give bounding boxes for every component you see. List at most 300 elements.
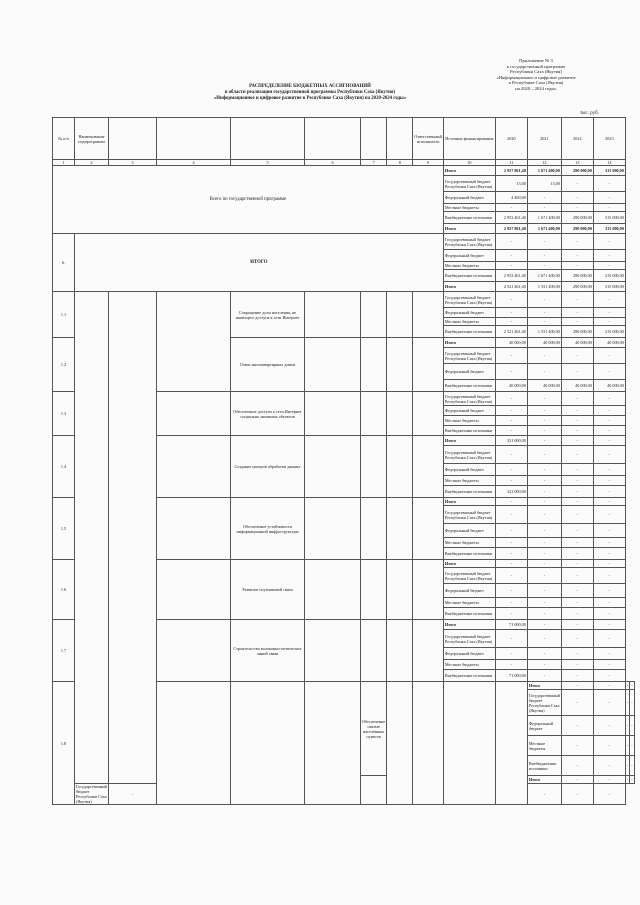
col-header-8 xyxy=(387,118,413,160)
source-cell: Государственный бюджет Республики Саха (Якутия) xyxy=(76,784,108,804)
event-group-cell xyxy=(157,498,231,560)
program-cell xyxy=(75,292,109,784)
value-cell: 40 000,00 xyxy=(561,338,593,348)
value-cell: - xyxy=(527,446,561,464)
value-cell: - xyxy=(527,426,561,436)
row-number: 1.5 xyxy=(53,498,75,560)
value-cell: - xyxy=(527,406,561,416)
value-cell: 4 400,00 xyxy=(495,192,527,204)
value-cell: 321 000,00 xyxy=(495,486,527,498)
value-cell: 321 000,00 xyxy=(495,436,527,446)
value-cell: - xyxy=(495,426,527,436)
value-cell: - xyxy=(561,598,593,608)
value-cell: 2 953 461,40 xyxy=(495,212,527,224)
value-cell: - xyxy=(527,250,561,262)
value-cell: - xyxy=(593,176,625,192)
value-cell: - xyxy=(561,446,593,464)
value-cell: - xyxy=(593,598,625,608)
corner-line: на 2020 – 2024 годы» xyxy=(515,85,557,91)
source-cell: Государственный бюджет Республики Саха (Якутия) xyxy=(443,292,495,308)
value-cell: - xyxy=(527,598,561,608)
value-cell: - xyxy=(561,348,593,364)
value-cell: - xyxy=(561,176,593,192)
blank-cell xyxy=(387,620,413,682)
value-cell: - xyxy=(561,486,593,498)
value-cell: 40 000,00 xyxy=(495,338,527,348)
value-cell: - xyxy=(495,560,527,568)
value-cell: - xyxy=(625,736,629,756)
value-cell: - xyxy=(495,476,527,486)
col-header-year: 2020 xyxy=(495,118,527,160)
value-cell: - xyxy=(593,568,625,584)
value-cell: - xyxy=(495,524,527,538)
col-index: 13 xyxy=(561,160,593,166)
corner-line: Приложение № 3 xyxy=(519,58,553,63)
value-cell: - xyxy=(527,630,561,648)
value-cell: - xyxy=(593,524,625,538)
value-cell: - xyxy=(561,682,593,690)
event-cell: Развитие спутниковой связи xyxy=(231,560,305,620)
source-cell: Федеральный бюджет xyxy=(443,406,495,416)
value-cell: - xyxy=(593,716,625,736)
value-cell: - xyxy=(561,506,593,524)
value-cell: - xyxy=(625,716,629,736)
value-cell: - xyxy=(495,262,527,270)
source-cell: Местные бюджеты xyxy=(527,736,561,756)
source-cell: Местные бюджеты xyxy=(443,538,495,548)
source-cell: Федеральный бюджет xyxy=(443,584,495,598)
col-index: 3 xyxy=(109,160,157,166)
value-cell: - xyxy=(561,548,593,560)
blank-cell xyxy=(305,498,361,560)
value-cell: - xyxy=(561,660,593,670)
value-cell: 40 000,00 xyxy=(527,338,561,348)
value-cell: - xyxy=(626,777,629,782)
blank-cell xyxy=(413,436,444,498)
blank-cell xyxy=(387,392,413,436)
value-cell: 290 000,00 xyxy=(561,270,593,282)
blank-cell xyxy=(387,338,413,392)
value-cell: - xyxy=(495,416,527,426)
value-cell: - xyxy=(561,204,593,212)
value-cell: 2 521 461,40 xyxy=(495,326,527,338)
value-cell: - xyxy=(527,464,561,476)
row-number: 1.6 xyxy=(53,560,75,620)
value-cell: - xyxy=(561,784,593,805)
value-cell: - xyxy=(631,683,633,688)
source-cell: Местные бюджеты xyxy=(443,598,495,608)
value-cell: - xyxy=(561,670,593,682)
value-cell: - xyxy=(561,392,593,406)
value-cell: - xyxy=(593,308,625,318)
value-cell: 2 957 861,40 xyxy=(495,166,527,176)
value-cell: - xyxy=(527,538,561,548)
corner-note xyxy=(486,58,586,92)
value-cell: - xyxy=(561,406,593,416)
col-header-7 xyxy=(361,118,387,160)
value-cell: - xyxy=(626,683,629,688)
value-cell: 1 671 400,00 xyxy=(527,166,561,176)
source-cell: Внебюджетные источники xyxy=(443,212,495,224)
col-header-program: Наименование подпрограммы xyxy=(75,118,109,160)
source-cell: Итого xyxy=(527,776,561,784)
value-cell: - xyxy=(593,486,625,498)
event-cell: Строительство волоконно-оптических линий связи xyxy=(231,620,305,682)
value-cell: - xyxy=(561,476,593,486)
value-cell: - xyxy=(593,498,625,506)
row-number: 1.7 xyxy=(53,620,75,682)
source-cell: Федеральный бюджет xyxy=(443,308,495,318)
value-cell: - xyxy=(561,620,593,630)
event-cell: Обеспечение устойчивости информационной инфраструктуры xyxy=(231,498,305,560)
source-cell: Местные бюджеты xyxy=(443,262,495,270)
source-cell: Внебюджетные источники xyxy=(443,670,495,682)
value-cell: - xyxy=(593,776,625,784)
value-cell: - xyxy=(630,690,634,716)
value-cell: - xyxy=(495,392,527,406)
event-group-cell xyxy=(157,436,231,498)
source-cell: Государственный бюджет Республики Саха (Якутия) xyxy=(443,568,495,584)
value-cell: - xyxy=(593,446,625,464)
table-row xyxy=(53,292,635,308)
blank-cell xyxy=(387,682,413,805)
value-cell: - xyxy=(593,648,625,660)
value-cell: - xyxy=(109,784,157,805)
value-cell: 40 000,00 xyxy=(593,338,625,348)
value-cell: - xyxy=(495,660,527,670)
blank-cell xyxy=(413,292,444,338)
document-title xyxy=(160,84,460,102)
value-cell: - xyxy=(593,682,625,690)
value-cell: 2 957 861,40 xyxy=(495,224,527,234)
value-cell: - xyxy=(527,416,561,426)
value-cell: 315 000,00 xyxy=(593,282,625,292)
value-cell: - xyxy=(495,630,527,648)
value-cell: - xyxy=(593,318,625,326)
blank-cell xyxy=(305,560,361,620)
value-cell: 13,00 xyxy=(495,176,527,192)
value-cell: - xyxy=(527,308,561,318)
source-cell: Государственный бюджет Республики Саха (Якутия) xyxy=(443,176,495,192)
value-cell: - xyxy=(630,756,634,776)
col-header-executor: Ответственный исполнитель xyxy=(413,118,444,160)
value-cell: - xyxy=(593,736,625,756)
value-cell: 40 000,00 xyxy=(495,380,527,392)
col-header-4 xyxy=(157,118,231,160)
value-cell: - xyxy=(561,776,593,784)
value-cell: - xyxy=(561,416,593,426)
source-cell: Местные бюджеты xyxy=(443,416,495,426)
value-cell: 13,00 xyxy=(527,176,561,192)
value-cell: 1 531 400,00 xyxy=(527,282,561,292)
col-header-year: 2022 xyxy=(561,118,593,160)
source-cell: Местные бюджеты xyxy=(443,204,495,212)
blank-cell xyxy=(413,392,444,436)
source-cell: Федеральный бюджет xyxy=(443,524,495,538)
value-cell: - xyxy=(527,620,561,630)
value-cell: - xyxy=(527,784,561,805)
value-cell: - xyxy=(495,648,527,660)
value-cell: - xyxy=(527,608,561,620)
value-cell: 71 000,00 xyxy=(495,620,527,630)
table-row xyxy=(53,166,635,176)
blank-cell xyxy=(387,436,413,498)
blank-cell xyxy=(305,392,361,436)
value-cell: 315 000,00 xyxy=(593,224,625,234)
value-cell: - xyxy=(561,584,593,598)
value-cell: - xyxy=(527,648,561,660)
value-cell: - xyxy=(561,630,593,648)
allocation-table xyxy=(52,117,635,805)
source-cell: Внебюджетные источники xyxy=(443,548,495,560)
value-cell: - xyxy=(561,426,593,436)
col-index: 8 xyxy=(387,160,413,166)
blank-cell xyxy=(361,436,387,498)
value-cell: - xyxy=(561,568,593,584)
value-cell: - xyxy=(593,756,625,776)
corner-line: Республики Саха (Якутия) xyxy=(510,69,562,75)
value-cell: - xyxy=(527,524,561,538)
value-cell: 71 000,00 xyxy=(495,670,527,682)
col-index: 6 xyxy=(305,160,361,166)
corner-line: «Информационное и цифровое развитие xyxy=(496,74,576,80)
program-cell xyxy=(231,682,305,805)
blank-cell xyxy=(361,560,387,620)
source-cell: Внебюджетные источники xyxy=(527,756,561,776)
source-cell: Государственный бюджет Республики Саха (Якутия) xyxy=(443,506,495,524)
value-cell: - xyxy=(495,598,527,608)
program-cell xyxy=(157,682,231,805)
value-cell: - xyxy=(527,292,561,308)
col-index: 10 xyxy=(443,160,495,166)
blank-cell xyxy=(361,292,387,338)
value-cell: - xyxy=(593,538,625,548)
value-cell: - xyxy=(527,476,561,486)
value-cell: - xyxy=(561,464,593,476)
value-cell: 315 000,00 xyxy=(593,212,625,224)
value-cell: - xyxy=(495,364,527,380)
value-cell: - xyxy=(593,784,625,805)
event-cell: Создание центров обработки данных xyxy=(231,436,305,498)
value-cell: 1 671 400,00 xyxy=(527,224,561,234)
value-cell: - xyxy=(527,234,561,250)
blank-cell xyxy=(387,560,413,620)
value-cell: - xyxy=(527,506,561,524)
value-cell: - xyxy=(527,486,561,498)
value-cell: 1 531 400,00 xyxy=(527,326,561,338)
value-cell: - xyxy=(593,670,625,682)
blank-cell xyxy=(361,498,387,560)
value-cell: - xyxy=(593,506,625,524)
value-cell: - xyxy=(593,262,625,270)
source-cell: Внебюджетные источники xyxy=(443,608,495,620)
table-header-row xyxy=(53,118,635,160)
value-cell: 1 671 400,00 xyxy=(527,270,561,282)
col-index: 5 xyxy=(231,160,305,166)
value-cell: - xyxy=(495,234,527,250)
value-cell: 315 000,00 xyxy=(593,270,625,282)
col-header-6 xyxy=(305,118,361,160)
value-cell: - xyxy=(593,464,625,476)
blank-cell xyxy=(413,338,444,392)
col-header-year: 2023 xyxy=(593,118,625,160)
col-index: 9 xyxy=(413,160,444,166)
col-index: 12 xyxy=(527,160,561,166)
value-cell: - xyxy=(593,476,625,486)
value-cell: - xyxy=(561,234,593,250)
col-header-num: № п/п xyxy=(53,118,75,160)
value-cell: - xyxy=(561,716,593,736)
event-cell xyxy=(361,776,387,805)
source-cell: Итого xyxy=(443,282,495,292)
value-cell: - xyxy=(561,756,593,776)
source-cell: Внебюджетные источники xyxy=(443,426,495,436)
col-header-3 xyxy=(109,118,157,160)
value-cell: - xyxy=(593,560,625,568)
value-cell: - xyxy=(630,736,634,756)
value-cell: - xyxy=(593,660,625,670)
blank-cell xyxy=(387,292,413,338)
value-cell: - xyxy=(495,548,527,560)
source-cell: Итого xyxy=(443,338,495,348)
col-index: 7 xyxy=(361,160,387,166)
value-cell: - xyxy=(593,690,625,716)
row-number: 1.8 xyxy=(53,682,75,805)
title-line: «Информационное и цифровое развитие в Республике Саха (Якутия) на 2020-2024 годы» xyxy=(213,96,407,101)
value-cell: - xyxy=(527,204,561,212)
value-cell: 2 953 461,40 xyxy=(495,270,527,282)
value-cell: - xyxy=(527,392,561,406)
source-cell: Местные бюджеты xyxy=(443,318,495,326)
blank-cell xyxy=(413,682,444,805)
event-group-cell xyxy=(157,292,231,392)
value-cell: - xyxy=(495,568,527,584)
row-number: 1.1 xyxy=(53,292,75,338)
value-cell: - xyxy=(495,406,527,416)
value-cell: - xyxy=(561,308,593,318)
value-cell: 290 000,00 xyxy=(561,282,593,292)
value-cell: - xyxy=(495,292,527,308)
col-header-year: 2021 xyxy=(527,118,561,160)
source-cell: Государственный бюджет Республики Саха (Якутия) xyxy=(443,234,495,250)
value-cell: - xyxy=(593,192,625,204)
source-cell: Итого xyxy=(443,436,495,446)
value-cell: - xyxy=(593,416,625,426)
value-cell: - xyxy=(527,584,561,598)
units-label: тыс. руб. xyxy=(580,111,599,116)
grand-total-label: Всего по государственной программе xyxy=(53,166,444,234)
row-number: 1.4 xyxy=(53,436,75,498)
blank-cell xyxy=(361,392,387,436)
value-cell: - xyxy=(593,608,625,620)
value-cell: - xyxy=(527,548,561,560)
source-cell: Итого xyxy=(527,682,561,690)
source-cell: Федеральный бюджет xyxy=(443,250,495,262)
value-cell: - xyxy=(593,436,625,446)
blank-cell xyxy=(361,338,387,392)
source-cell: Итого xyxy=(443,560,495,568)
blank-cell xyxy=(305,292,361,338)
event-group-cell xyxy=(157,620,231,682)
value-cell: - xyxy=(495,506,527,524)
value-cell: 40 000,00 xyxy=(527,380,561,392)
value-cell: 315 000,00 xyxy=(593,166,625,176)
source-cell: Внебюджетные источники xyxy=(443,270,495,282)
value-cell: - xyxy=(495,204,527,212)
corner-line: в Республике Саха (Якутия) xyxy=(508,80,564,86)
value-cell: - xyxy=(593,204,625,212)
source-cell: Итого xyxy=(443,498,495,506)
col-index: 11 xyxy=(495,160,527,166)
value-cell: - xyxy=(593,348,625,364)
value-cell: 290 000,00 xyxy=(561,326,593,338)
value-cell: - xyxy=(631,777,633,782)
program-cell xyxy=(109,292,157,784)
value-cell: - xyxy=(527,670,561,682)
value-cell: - xyxy=(527,660,561,670)
value-cell: 290 000,00 xyxy=(561,166,593,176)
value-cell: - xyxy=(561,648,593,660)
value-cell: 290 000,00 xyxy=(561,224,593,234)
value-cell: - xyxy=(630,716,634,736)
blank-cell xyxy=(305,436,361,498)
corner-line: к государственной программе xyxy=(506,63,566,69)
event-cell: Обеспечение связью населённых пунктов xyxy=(361,682,387,776)
blank-cell xyxy=(443,682,495,805)
col-index: 4 xyxy=(157,160,231,166)
title-line: в области реализации государственной программы Республики Саха (Якутия) xyxy=(224,90,396,95)
event-cell: Обеспечение доступа к сети Интернет социально значимых объектов xyxy=(231,392,305,436)
blank-cell xyxy=(387,498,413,560)
value-cell: - xyxy=(495,446,527,464)
row-number: 1.3 xyxy=(53,392,75,436)
value-cell: - xyxy=(527,364,561,380)
value-cell: 315 000,00 xyxy=(593,326,625,338)
table-row xyxy=(53,234,635,250)
col-index: 14 xyxy=(593,160,625,166)
value-cell: - xyxy=(593,584,625,598)
row-number: 6. xyxy=(53,234,75,292)
event-group-cell xyxy=(157,392,231,436)
value-cell: - xyxy=(527,262,561,270)
source-cell: Федеральный бюджет xyxy=(527,716,561,736)
value-cell: - xyxy=(625,690,629,716)
value-cell: - xyxy=(561,736,593,756)
source-cell: Местные бюджеты xyxy=(443,476,495,486)
col-index: 1 xyxy=(53,160,75,166)
value-cell: - xyxy=(561,192,593,204)
value-cell: - xyxy=(495,308,527,318)
value-cell: - xyxy=(527,568,561,584)
source-cell: Итого xyxy=(443,166,495,176)
value-cell: - xyxy=(561,560,593,568)
value-cell: - xyxy=(495,464,527,476)
value-cell: 40 000,00 xyxy=(561,380,593,392)
value-cell: - xyxy=(527,348,561,364)
value-cell: - xyxy=(593,234,625,250)
source-cell: Государственный бюджет Республики Саха (Якутия) xyxy=(443,630,495,648)
value-cell: - xyxy=(561,250,593,262)
source-cell: Местные бюджеты xyxy=(443,660,495,670)
value-cell: 2 521 461,40 xyxy=(495,282,527,292)
value-cell: - xyxy=(593,250,625,262)
value-cell: - xyxy=(593,364,625,380)
event-group-cell xyxy=(157,560,231,620)
source-cell: Федеральный бюджет xyxy=(443,648,495,660)
source-cell: Государственный бюджет Республики Саха (Якутия) xyxy=(443,348,495,364)
value-cell: - xyxy=(495,498,527,506)
value-cell: - xyxy=(495,250,527,262)
